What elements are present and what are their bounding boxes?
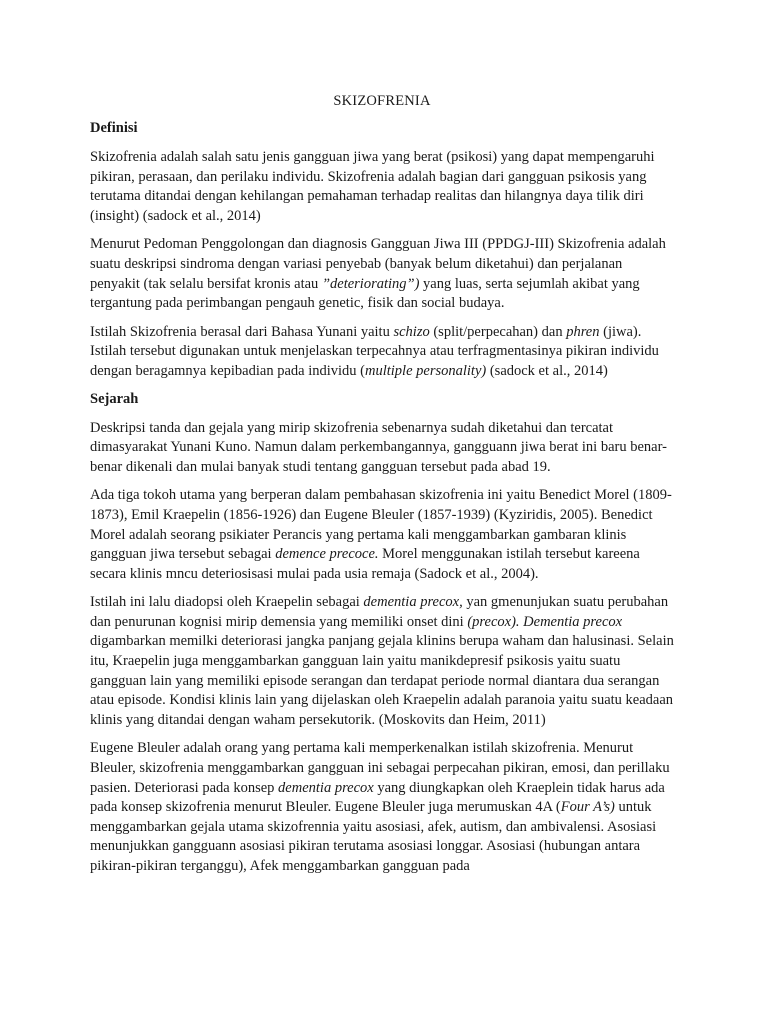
italic-text: ”deteriorating”): [321, 275, 420, 292]
italic-text: Four A’s): [560, 799, 615, 816]
sections-container: [90, 120, 674, 877]
text-run: (sadock et al., 2014): [486, 362, 608, 379]
text-run: (split/perpecahan) dan: [429, 323, 567, 340]
paragraph: [90, 235, 674, 313]
text-run: yang luas, serta sejumlah akibat yang tergantung pada perimbangan pengauh genetic, fisik dan social budaya.: [90, 275, 640, 312]
text-run: Menurut Pedoman Penggolongan dan diagnosis Gangguan Jiwa III (PPDGJ-III) Skizofrenia adalah suatu deskripsi sindroma dengan variasi penyebab (banyak belum diketahui) dan perjalanan penyakit (tak selalu bersifat kronis atau: [90, 236, 666, 292]
text-run: digambarkan memilki deteriorasi jangka panjang gejala klinins berupa waham dan halusinasi. Selain itu, Kraepelin juga menggambarkan gangguan lain yaitu manikdepresif psikosis yaitu suatu gangguan lain yang memiliki episode serangan dan terdapat periode normal diantara dua serangan atau episode. Kondisi klinis lain yang dijelaskan oleh Kraepelin adalah paranoia yaitu suatu keadaan klinis yang ditandai dengan waham persekutorik. (Moskovits dan Heim, 2011): [90, 633, 674, 728]
italic-text: dementia precox,: [363, 594, 463, 611]
section-heading-sejarah: Sejarah: [90, 390, 139, 407]
text-run: Ada tiga tokoh utama yang berperan dalam pembahasan skizofrenia ini yaitu Benedict Morel (1809-1873), Emil Kraepelin (1856-1926) dan Eugene Bleuler (1857-1939) (Kyziridis, 2005). Benedict Morel adalah seorang psikiater Perancis yang pertama kali menggambarkan gambaran klinis gangguan jiwa tersebut sebagai: [90, 487, 672, 563]
paragraph: [90, 419, 674, 478]
paragraph: [90, 323, 674, 382]
paragraph: [90, 593, 674, 730]
italic-text: dementia precox: [278, 779, 374, 796]
text-run: Eugene Bleuler adalah orang yang pertama kali memperkenalkan istilah skizofrenia. Menurut Bleuler, skizofrenia menggambarkan gangguan ini sebagai perpecahan pikiran, emosi, dan perillaku pasien. Deteriorasi pada konsep: [90, 740, 670, 796]
text-run: yan gmenunjukan suatu perubahan dan penurunan kognisi mirip demensia yang memiliki onset dini: [90, 594, 669, 630]
paragraph: [90, 148, 674, 226]
text-run: Deskripsi tanda dan gejala yang mirip skizofrenia sebenarnya sudah diketahui dan tercatat dimasyarakat Yunani Kuno. Namun dalam perkembangannya, gangguann jiwa berat ini baru benar-benar dikenali dan mulai banyak studi tentang gangguan tersebut pada abad 19.: [90, 419, 667, 475]
italic-text: phren: [566, 323, 600, 340]
text-run: Skizofrenia adalah salah satu jenis gangguan jiwa yang berat (psikosi) yang dapat mempengaruhi pikiran, perasaan, dan perilaku individu. Skizofrenia adalah bagian dari gangguan psikosis yang terutama ditandai dengan kehilangan pemahaman terhadap realitas dan hilangnya daya tilik diri (insight) (sadock et al., 2014): [90, 149, 655, 224]
text-run: yang diungkapkan oleh Kraeplein tidak harus ada pada konsep skizofrenia menurut Bleuler. Eugene Bleuler juga merumuskan 4A (: [90, 779, 665, 816]
italic-text: multiple personality): [365, 362, 487, 379]
document-content: [90, 93, 674, 886]
italic-text: demence precoce.: [275, 546, 379, 563]
italic-text: (precox). Dementia precox: [467, 613, 623, 630]
paragraph: [90, 486, 674, 584]
paragraph: [90, 739, 674, 876]
page-title: SKIZOFRENIA: [333, 93, 431, 109]
text-run: Istilah ini lalu diadopsi oleh Kraepelin sebagai: [90, 594, 364, 611]
italic-text: schizo: [393, 323, 430, 340]
section-heading-definisi: Definisi: [90, 120, 138, 136]
text-run: Istilah Skizofrenia berasal dari Bahasa Yunani yaitu: [90, 323, 394, 340]
text-run: untuk menggambarkan gejala utama skizofrennia yaitu asosiasi, afek, autism, dan ambivalensi. Asosiasi menunjukkan gangguann asosiasi pikiran terutama asosiasi longgar. Asosiasi (hubungan antara pikiran-pikiran terganggu), Afek menggambarkan gangguan pada: [90, 799, 657, 874]
text-run: Morel menggunakan istilah tersebut kareena secara klinis mncu deteriosisasi mulai pada usia remaja (Sadock et al., 2004).: [90, 546, 640, 582]
text-run: (jiwa). Istilah tersebut digunakan untuk menjelaskan terpecahnya atau terfragmentasinya pikiran individu dengan beragamnya kepibadian pada individu (: [90, 323, 659, 379]
